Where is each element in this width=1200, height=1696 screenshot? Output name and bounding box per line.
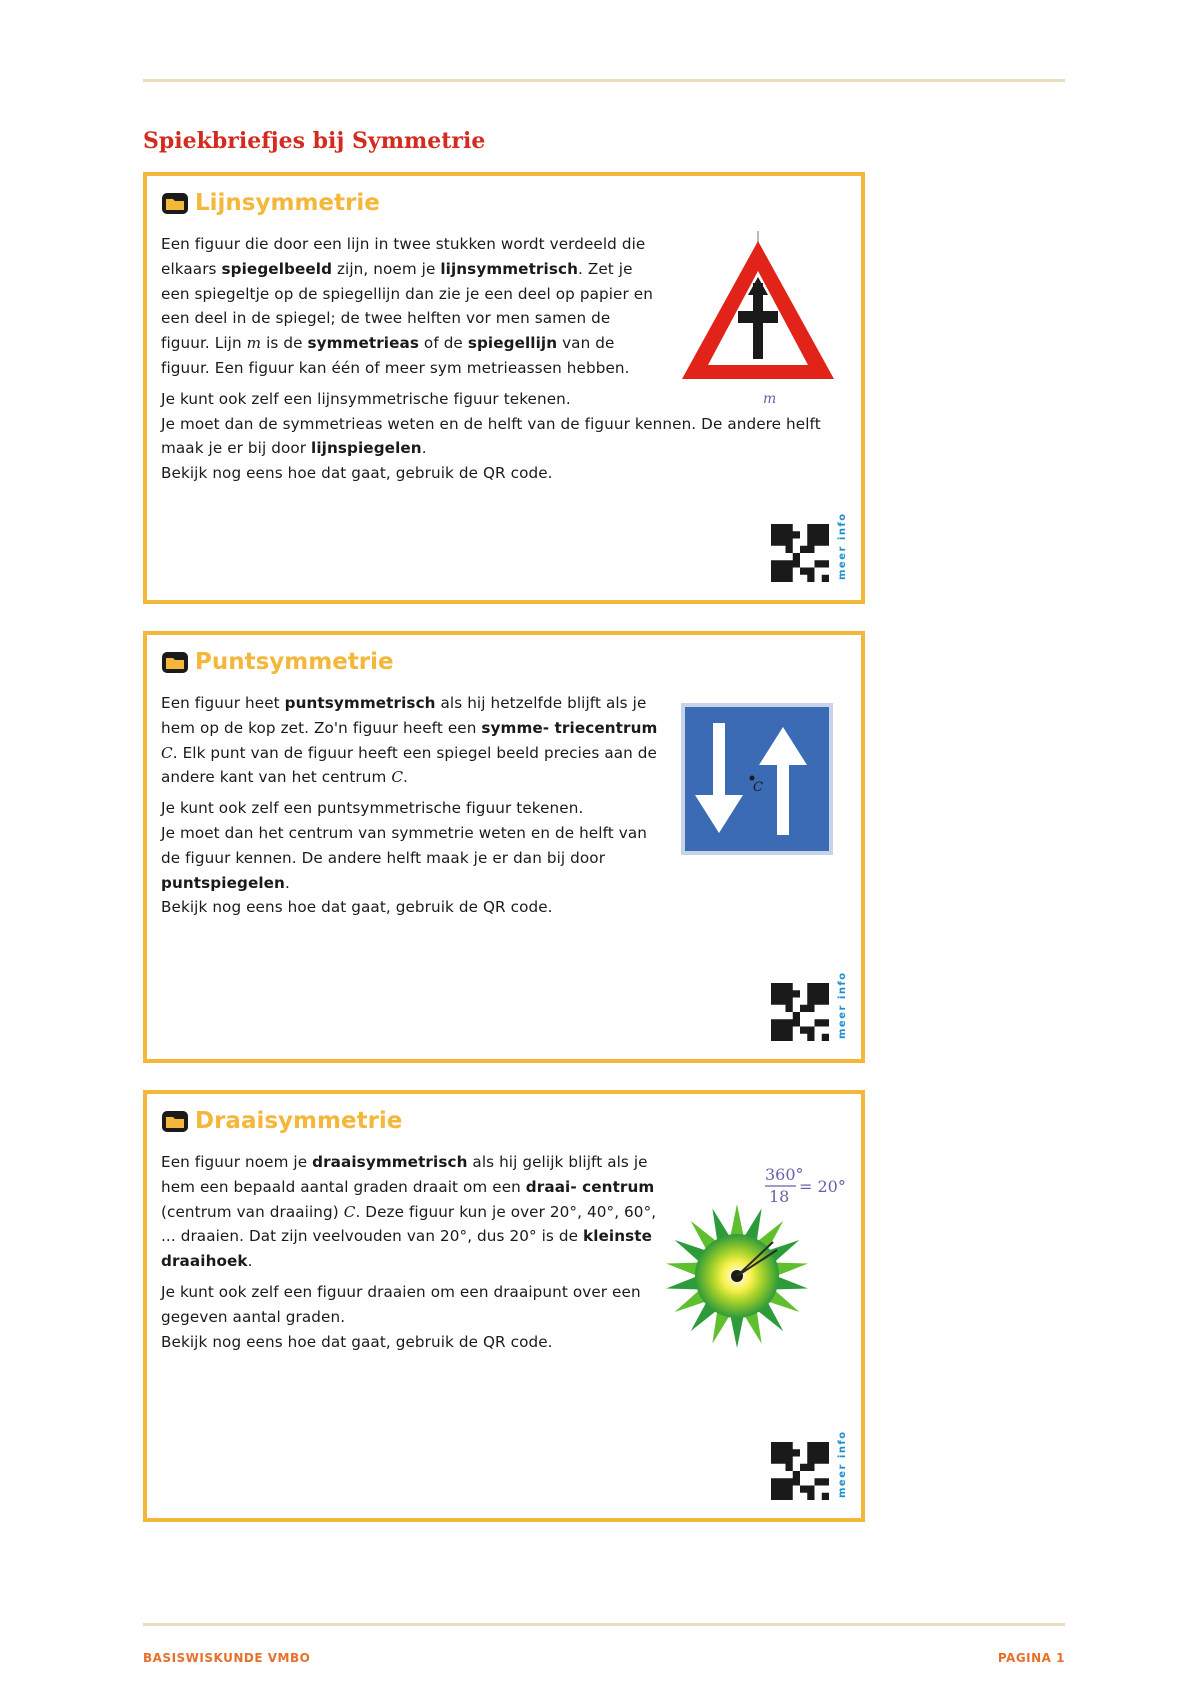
center-label: C bbox=[753, 780, 763, 795]
card-header bbox=[161, 190, 380, 216]
card-body bbox=[161, 1150, 661, 1360]
top-rule bbox=[143, 79, 1065, 82]
qr-code-icon[interactable] bbox=[771, 524, 829, 582]
one-way-traffic-sign-image bbox=[681, 703, 833, 855]
paragraph: Een figuur heet puntsymmetrisch als hij hetzelfde blijft als je hem op de kop zet. Zo'n figuur heeft een symme- triecentrum C. Elk punt van de figuur heeft een spiegel beeld precies aan de andere kant van het centrum C. bbox=[161, 694, 658, 787]
fraction-numerator: 360° bbox=[765, 1165, 804, 1184]
folder-icon bbox=[161, 650, 189, 674]
qr-code-icon[interactable] bbox=[771, 1442, 829, 1500]
bottom-rule bbox=[143, 1623, 1065, 1626]
paragraph: Je kunt ook zelf een puntsymmetrische figuur tekenen. Je moet dan het centrum van symmetrie weten en de helft van de figuur kennen. De andere helft maak je er dan bij door puntspiegelen. Bekijk nog eens hoe dat gaat, gebruik de QR code. bbox=[161, 799, 647, 917]
card-puntsymmetrie bbox=[143, 631, 865, 1063]
fraction-result: = 20° bbox=[799, 1177, 846, 1196]
paragraph: Een figuur noem je draaisymmetrisch als hij gelijk blijft als je hem een bepaald aantal graden draait om een draai- centrum (centrum van draaiing) C. Deze figuur kun je over 20°, 40°, 60°, ... draaien. Dat zijn veelvouden van 20°, dus 20° is de kleinste draaihoek. bbox=[161, 1153, 657, 1271]
more-info-label[interactable]: meer info bbox=[837, 512, 848, 580]
paragraph: Je kunt ook zelf een lijnsymmetrische figuur tekenen. Je moet dan de symmetrieas weten en de helft van de figuur kennen. De andere helft maak je er bij door lijnspiegelen. Bekijk nog eens hoe dat gaat, gebruik de QR code. bbox=[161, 389, 821, 483]
card-body bbox=[161, 691, 661, 926]
rotation-flower-image bbox=[655, 1162, 855, 1352]
card-draaisymmetrie bbox=[143, 1090, 865, 1522]
folder-icon bbox=[161, 1109, 189, 1133]
page-title: Spiekbriefjes bij Symmetrie bbox=[143, 128, 486, 154]
qr-code-icon[interactable] bbox=[771, 983, 829, 1041]
more-info-label[interactable]: meer info bbox=[837, 1430, 848, 1498]
fraction-denominator: 18 bbox=[769, 1187, 790, 1206]
card-header bbox=[161, 1108, 402, 1134]
card-body bbox=[161, 232, 821, 492]
card-title: Draaisymmetrie bbox=[195, 1108, 403, 1134]
card-title: Puntsymmetrie bbox=[195, 649, 394, 675]
paragraph: Een figuur die door een lijn in twee stukken wordt verdeeld die elkaars spiegelbeeld zijn, noem je lijnsymmetrisch. Zet je een spiegeltje op de spiegellijn dan zie je een deel op papier en een deel in de spiegel; de twee helften vor men samen de figuur. Lijn m is de symmetrieas of de spiegellijn van de figuur. Een figuur kan één of meer sym metrieassen hebben. bbox=[161, 235, 653, 377]
folder-icon bbox=[161, 191, 189, 215]
warning-sign-image bbox=[681, 231, 841, 411]
card-lijnsymmetrie bbox=[143, 172, 865, 604]
footer-course: BASISWISKUNDE VMBO bbox=[143, 1651, 311, 1665]
card-header bbox=[161, 649, 394, 675]
more-info-label[interactable]: meer info bbox=[837, 971, 848, 1039]
card-title: Lijnsymmetrie bbox=[195, 190, 380, 216]
footer-page-number: PAGINA 1 bbox=[997, 1651, 1065, 1665]
paragraph: Je kunt ook zelf een figuur draaien om een draaipunt over een gegeven aantal graden. Bekijk nog eens hoe dat gaat, gebruik de QR code. bbox=[161, 1282, 641, 1351]
axis-label: m bbox=[763, 391, 777, 407]
